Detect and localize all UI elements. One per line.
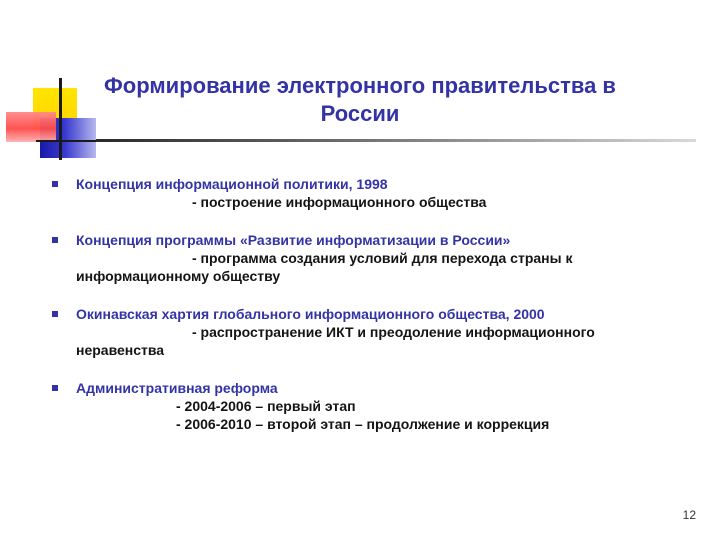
item-detail: - распространение ИКТ и преодоление информационного неравенства <box>76 324 595 358</box>
bullet-icon <box>52 385 58 391</box>
item-heading: Концепция программы «Развитие информатизации в России» <box>76 232 511 248</box>
bullet-icon <box>52 181 58 187</box>
item-detail: - 2006-2010 – второй этап – продолжение и коррекция <box>176 416 550 432</box>
slide-content <box>48 175 668 453</box>
logo-vertical-line <box>59 78 62 160</box>
list-item <box>48 175 668 211</box>
item-heading: Окинавская хартия глобального информационного общества, 2000 <box>76 306 545 322</box>
list-item <box>48 305 668 359</box>
logo-red-square <box>6 112 56 142</box>
item-heading: Концепция информационной политики, 1998 <box>76 176 388 192</box>
item-heading: Административная реформа <box>76 380 278 396</box>
bullet-icon <box>52 311 58 317</box>
item-detail: - 2004-2006 – первый этап <box>176 398 356 414</box>
bullet-icon <box>52 237 58 243</box>
item-detail: - программа создания условий для перехода страны к информационному обществу <box>76 250 573 284</box>
title-divider <box>96 139 696 142</box>
list-item <box>48 379 668 433</box>
list-item <box>48 231 668 285</box>
item-detail: - построение информационного общества <box>192 194 487 210</box>
page-number: 12 <box>682 508 696 522</box>
slide-title: Формирование электронного правительства в России <box>104 73 616 126</box>
